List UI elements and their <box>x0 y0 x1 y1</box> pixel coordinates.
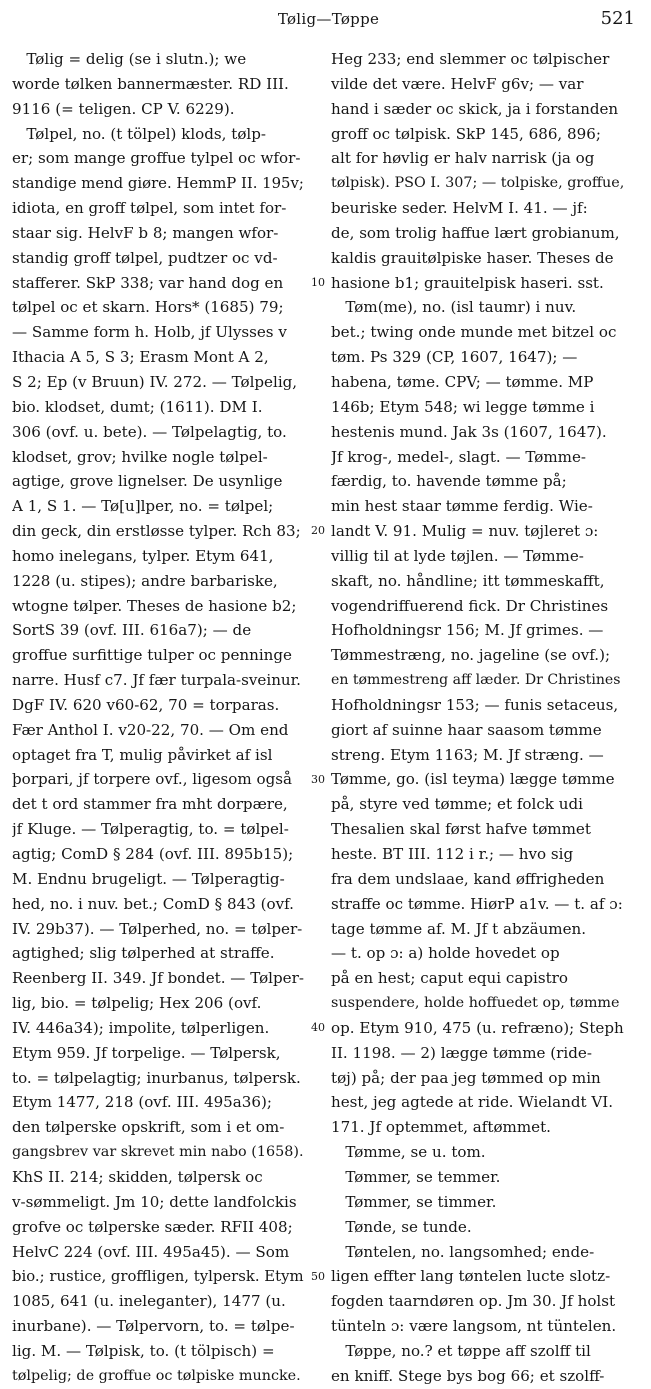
text-line: Tøm(me), no. (isl taumr) i nuv. <box>331 298 577 317</box>
text-line: standig groff tølpel, pudtzer oc vd- <box>12 248 278 267</box>
text-line: Tøntelen, no. langsomhed; ende- <box>331 1242 595 1261</box>
text-line: 1228 (u. stipes); andre barbariske, <box>12 571 278 590</box>
line-number: 50 <box>311 1269 325 1283</box>
text-line: groffue surfittige tulper oc penninge <box>12 646 292 665</box>
text-line: Tølpel, no. (t tölpel) klods, tølp- <box>12 124 267 143</box>
text-line: SortS 39 (ovf. III. 616a7); — de <box>12 621 252 640</box>
text-line: Tømmer, se timmer. <box>331 1192 497 1211</box>
text-line: Tømmer, se temmer. <box>331 1167 501 1186</box>
text-line: hand i sæder oc skick, ja i forstanden <box>331 99 619 118</box>
text-line: op. Etym 910, 475 (u. refræno); Steph <box>331 1018 624 1037</box>
text-line: Hofholdningsr 156; M. Jf grimes. — <box>331 621 604 640</box>
text-line: to. = tølpelagtig; inurbanus, tølpersk. <box>12 1068 301 1087</box>
text-line: den tølperske opskrift, som i et om- <box>12 1118 285 1137</box>
text-line: vogendriffuerend fick. Dr Christines <box>331 596 609 615</box>
text-line: straffe oc tømme. HiørP a1v. — t. af ɔ: <box>331 894 623 913</box>
text-line: Etym 1477, 218 (ovf. III. 495a36); <box>12 1093 272 1112</box>
text-line: KhS II. 214; skidden, tølpersk oc <box>12 1167 263 1186</box>
text-line: Tømmestræng, no. jageline (se ovf.); <box>331 646 611 665</box>
text-line: heste. BT III. 112 i r.; — hvo sig <box>331 845 574 863</box>
text-line: tølpisk). PSO I. 307; — tolpiske, groffue, <box>331 175 624 192</box>
text-line: grofve oc tølperske sæder. RFII 408; <box>12 1217 293 1236</box>
text-line: 171. Jf optemmet, aftømmet. <box>331 1118 551 1137</box>
text-line: lig, bio. = tølpelig; Hex 206 (ovf. <box>12 994 262 1013</box>
text-line: Tøppe, no.? et tøppe aff szolff til <box>331 1341 591 1360</box>
text-line: 306 (ovf. u. bete). — Tølpelagtig, to. <box>12 422 287 441</box>
text-line: landt V. 91. Mulig = nuv. tøjleret ɔ: <box>331 522 599 541</box>
text-line: Tønde, se tunde. <box>331 1217 472 1236</box>
text-line: IV. 29b37). — Tølperhed, no. = tølper- <box>12 919 303 938</box>
text-line: 146b; Etym 548; wi legge tømme i <box>331 397 595 416</box>
line-number: 30 <box>311 772 325 786</box>
text-line: på en hest; caput equi capistro <box>331 969 568 988</box>
text-line: habena, tøme. CPV; — tømme. MP <box>331 372 594 391</box>
text-line: Tølig = delig (se i slutn.); we <box>12 50 247 68</box>
text-line: skaft, no. håndline; itt tømmeskafft, <box>331 571 605 590</box>
text-line: 1085, 641 (u. ineleganter), 1477 (u. <box>12 1292 286 1311</box>
text-line: IV. 446a34); impolite, tølperligen. <box>12 1018 270 1037</box>
text-line: Tømme, se u. tom. <box>331 1143 486 1162</box>
text-line: S 2; Ep (v Bruun) IV. 272. — Tølpelig, <box>12 372 298 391</box>
text-line: tage tømme af. M. Jf t abzäumen. <box>331 919 587 938</box>
text-line: de, som trolig haffue lært grobianum, <box>331 223 620 242</box>
text-line: Ithacia A 5, S 3; Erasm Mont A 2, <box>12 348 269 367</box>
text-line: vilde det være. HelvF g6v; — var <box>331 74 584 93</box>
text-line: Reenberg II. 349. Jf bondet. — Tølper- <box>12 969 304 988</box>
text-line: villig til at lyde tøjlen. — Tømme- <box>331 546 584 565</box>
left-column <box>12 47 305 1389</box>
text-line: en tømmestreng aff læder. Dr Christines <box>331 672 621 689</box>
text-line: fogden taarndøren op. Jm 30. Jf holst <box>331 1292 616 1311</box>
text-line: jf Kluge. — Tølperagtig, to. = tølpel- <box>12 820 289 839</box>
text-line: er; som mange groffue tylpel oc wfor- <box>12 149 301 168</box>
text-line: suspendere, holde hoffuedet op, tømme <box>331 995 620 1012</box>
text-line: DgF IV. 620 v60-62, 70 = torparas. <box>12 695 280 714</box>
text-line: alt for høvlig er halv narrisk (ja og <box>331 149 595 168</box>
text-line: hasione b1; grauitelpisk haseri. sst. <box>331 273 604 292</box>
text-line: på, styre ved tømme; et folck udi <box>331 795 583 814</box>
text-line: agtig; ComD § 284 (ovf. III. 895b15); <box>12 845 294 863</box>
text-line: v-sømmeligt. Jm 10; dette landfolckis <box>12 1192 297 1211</box>
text-line: worde tølken bannermæster. RD III. <box>12 74 289 93</box>
text-line: Heg 233; end slemmer oc tølpischer <box>331 50 610 68</box>
text-line: streng. Etym 1163; M. Jf stræng. — <box>331 745 604 764</box>
text-line: Tømme, go. (isl teyma) lægge tømme <box>331 770 615 789</box>
text-line: Thesalien skal først hafve tømmet <box>331 820 591 839</box>
text-line: — Samme form h. Holb, jf Ulysses v <box>12 323 287 342</box>
text-line: wtogne tølper. Theses de hasione b2; <box>12 596 297 615</box>
text-line: gangsbrev var skrevet min nabo (1658). <box>12 1144 304 1161</box>
text-line: min hest staar tømme ferdig. Wie- <box>331 497 593 516</box>
text-line: stafferer. SkP 338; var hand dog en <box>12 273 284 292</box>
running-head: Tølig—Tøppe <box>277 10 380 28</box>
text-line: A 1, S 1. — Tø[u]lper, no. = tølpel; <box>12 497 274 516</box>
line-number: 40 <box>311 1021 325 1035</box>
line-number-gutter <box>306 47 330 1283</box>
text-line: beuriske seder. HelvM I. 41. — jf: <box>331 199 588 218</box>
text-line: 9116 (= teligen. CP V. 6229). <box>12 99 235 118</box>
text-line: ligen effter lang tøntelen lucte slotz- <box>331 1267 611 1286</box>
text-line: giort af suinne haar saasom tømme <box>331 720 602 739</box>
text-line: agtige, grove lignelser. De usynlige <box>12 472 283 491</box>
text-line: kaldis grauitølpiske haser. Theses de <box>331 248 614 267</box>
text-line: inurbane). — Tølpervorn, to. = tølpe- <box>12 1317 295 1336</box>
line-number: 10 <box>311 275 325 289</box>
text-line: bio. klodset, dumt; (1611). DM I. <box>12 397 263 416</box>
text-line: homo inelegans, tylper. Etym 641, <box>12 546 274 565</box>
text-line: en kniff. Stege bys bog 66; et szolff- <box>331 1366 605 1385</box>
text-line: idiota, en groff tølpel, som intet for- <box>12 199 287 218</box>
right-column <box>331 47 624 1389</box>
text-line: din geck, din erstløsse tylper. Rch 83; <box>12 522 301 541</box>
text-line: narre. Husf c7. Jf fær turpala-sveinur. <box>12 671 301 690</box>
text-line: klodset, grov; hvilke nogle tølpel- <box>12 447 268 466</box>
text-line: hed, no. i nuv. bet.; ComD § 843 (ovf. <box>12 894 294 913</box>
text-line: Etym 959. Jf torpelige. — Tølpersk, <box>12 1043 281 1062</box>
text-line: standige mend giøre. HemmP II. 195v; <box>12 174 304 193</box>
text-line: groff oc tølpisk. SkP 145, 686, 896; <box>331 124 601 143</box>
text-line: bio.; rustice, groffligen, tylpersk. Etym <box>12 1267 304 1286</box>
text-line: hestenis mund. Jak 3s (1607, 1647). <box>331 422 607 441</box>
text-line: optaget fra T, mulig påvirket af isl <box>12 745 273 764</box>
text-line: tølpelig; de groffue oc tølpiske muncke. <box>12 1367 301 1384</box>
text-line: tølpel oc et skarn. Hors* (1685) 79; <box>12 298 284 317</box>
line-number: 20 <box>311 524 325 538</box>
text-line: fra dem undslaae, kand øffrigheden <box>331 869 605 888</box>
text-line: þorpari, jf torpere ovf., ligesom også <box>12 770 292 789</box>
text-line: tøm. Ps 329 (CP, 1607, 1647); — <box>331 348 578 367</box>
text-line: agtighed; slig tølperhed at straffe. <box>12 944 275 963</box>
text-line: færdig, to. havende tømme på; <box>331 472 567 491</box>
text-line: Hofholdningsr 153; — funis setaceus, <box>331 695 619 714</box>
text-line: tøj) på; der paa jeg tømmed op min <box>331 1068 601 1087</box>
text-line: Jf krog-, medel-, slagt. — Tømme- <box>331 447 587 466</box>
text-line: II. 1198. — 2) lægge tømme (ride- <box>331 1043 592 1062</box>
text-line: staar sig. HelvF b 8; mangen wfor- <box>12 223 279 242</box>
text-line: hest, jeg agtede at ride. Wielandt VI. <box>331 1093 614 1112</box>
text-line: det t ord stammer fra mht dorpære, <box>12 795 288 814</box>
text-line: tünteln ɔ: være langsom, nt tüntelen. <box>331 1317 617 1336</box>
text-line: Fær Anthol I. v20-22, 70. — Om end <box>12 720 289 739</box>
text-line: M. Endnu brugeligt. — Tølperagtig- <box>12 869 285 888</box>
text-line: bet.; twing onde munde met bitzel oc <box>331 323 617 342</box>
text-line: HelvC 224 (ovf. III. 495a45). — Som <box>12 1242 290 1261</box>
page-number: 521 <box>600 8 635 29</box>
text-line: — t. op ɔ: a) holde hovedet op <box>331 944 560 963</box>
text-line: lig. M. — Tølpisk, to. (t tölpisch) = <box>12 1341 275 1360</box>
page-header <box>22 8 635 36</box>
